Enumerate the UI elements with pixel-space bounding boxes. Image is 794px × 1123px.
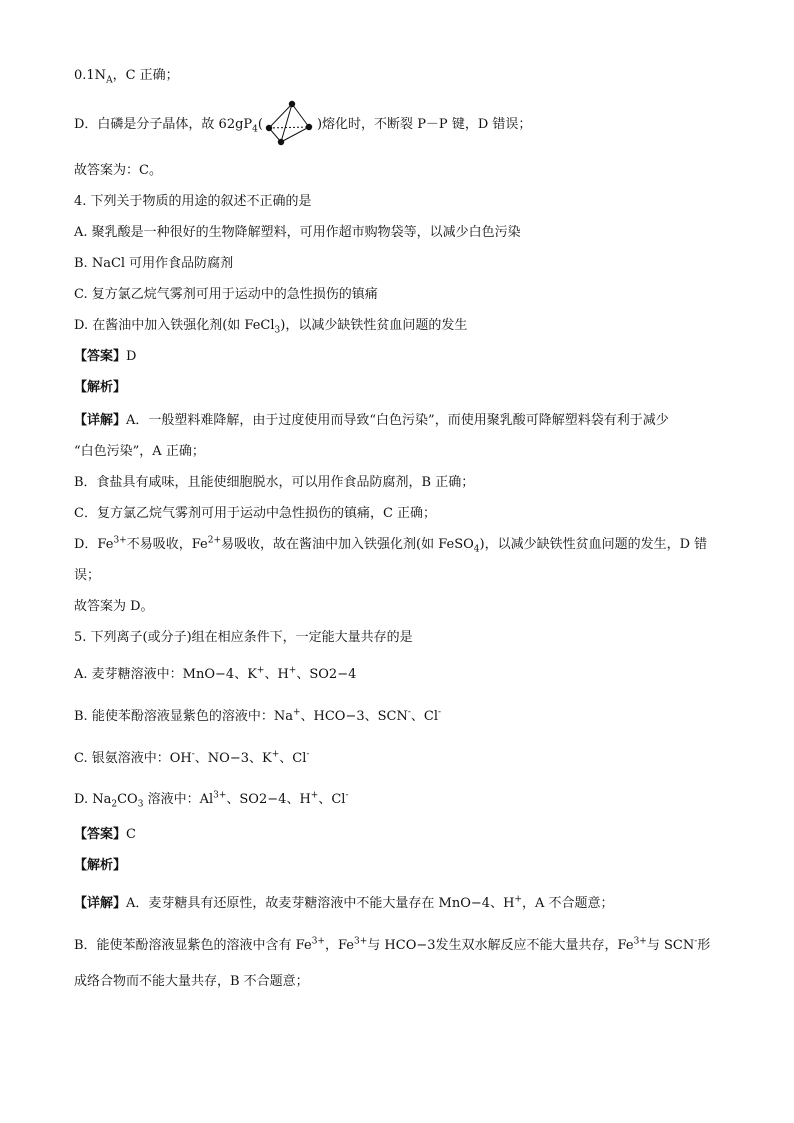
q5-analysis-tag: 【解析】 (74, 858, 127, 873)
q4-option-b: B. NaCl 可用作食品防腐剂 (74, 256, 234, 271)
q5-detail-b-2: 成络合物而不能大量共存，B 不合题意； (74, 974, 309, 989)
answer-3: 故答案为：C。 (74, 163, 162, 178)
text-line-c-correct: $0.1N_A$，C 正确； (74, 68, 179, 86)
text-line-d-white-phosphorus: D．白磷是分子晶体，故 $62gP_4$( )熔化时，不断裂 P－P 键，D 错误； (74, 117, 532, 135)
q5-option-c: C. 银氨溶液中：OH-、NO−3、K+、Cl- (74, 749, 310, 766)
q4-stem: 4. 下列关于物质的用途的叙述不正确的是 (74, 194, 312, 209)
q5-detail-a: 【详解】A．麦芽糖具有还原性，故麦芽糖溶液中不能大量存在 MnO−4、H+，A 不合题意； (74, 894, 614, 911)
p4-tetrahedron-diagram (259, 99, 317, 149)
q4-option-c: C. 复方氯乙烷气雾剂可用于运动中的急性损伤的镇痛 (74, 287, 378, 302)
q4-answer: 【答案】D (74, 349, 137, 364)
q4-final-answer: 故答案为 D。 (74, 599, 154, 614)
q4-detail-c: C．复方氯乙烷气雾剂可用于运动中急性损伤的镇痛，C 正确； (74, 506, 437, 521)
q5-option-b: B. 能使苯酚溶液显紫色的溶液中：Na+、HCO−3、SCN-、Cl- (74, 707, 442, 724)
q4-analysis-tag: 【解析】 (74, 380, 127, 395)
q4-option-d: D. 在酱油中加入铁强化剂(如 FeCl$_3$)，以减少缺铁性贫血问题的发生 (74, 318, 468, 336)
q5-option-d: D. $Na_2CO_3$ 溶液中：$Al^{3+}$、SO2−4、H+、Cl- (74, 790, 349, 810)
q5-answer: 【答案】C (74, 827, 136, 842)
q5-detail-b-1: B．能使苯酚溶液显紫色的溶液中含有 $Fe^{3+}$，$Fe^{3+}$与 HCO−3发生双水解反应不能大量共存，$Fe^{3+}$与 SCN-形 (74, 936, 711, 953)
q5-stem: 5. 下列离子(或分子)组在相应条件下，一定能大量共存的是 (74, 630, 413, 645)
q4-detail-d-1: D．$Fe^{3+}$不易吸收，$Fe^{2+}$易吸收，故在酱油中加入铁强化剂(如 FeSO$_4$)，以减少缺铁性贫血问题的发生，D 错 (74, 535, 708, 555)
q5-option-a: A. 麦芽糖溶液中：MnO−4、K+、H+、SO2−4 (74, 665, 357, 682)
q4-detail-a-2: “白色污染”，A 正确； (74, 444, 205, 459)
q4-option-a: A. 聚乳酸是一种很好的生物降解塑料，可用作超市购物袋等，以减少白色污染 (74, 225, 521, 240)
q4-detail-a-1: 【详解】A．一般塑料难降解，由于过度使用而导致“白色污染”，而使用聚乳酸可降解塑料袋有利于减少 (74, 413, 669, 428)
q4-detail-b: B．食盐具有咸味，且能使细胞脱水，可以用作食品防腐剂，B 正确； (74, 475, 475, 490)
q4-detail-d-2: 误； (74, 568, 101, 583)
